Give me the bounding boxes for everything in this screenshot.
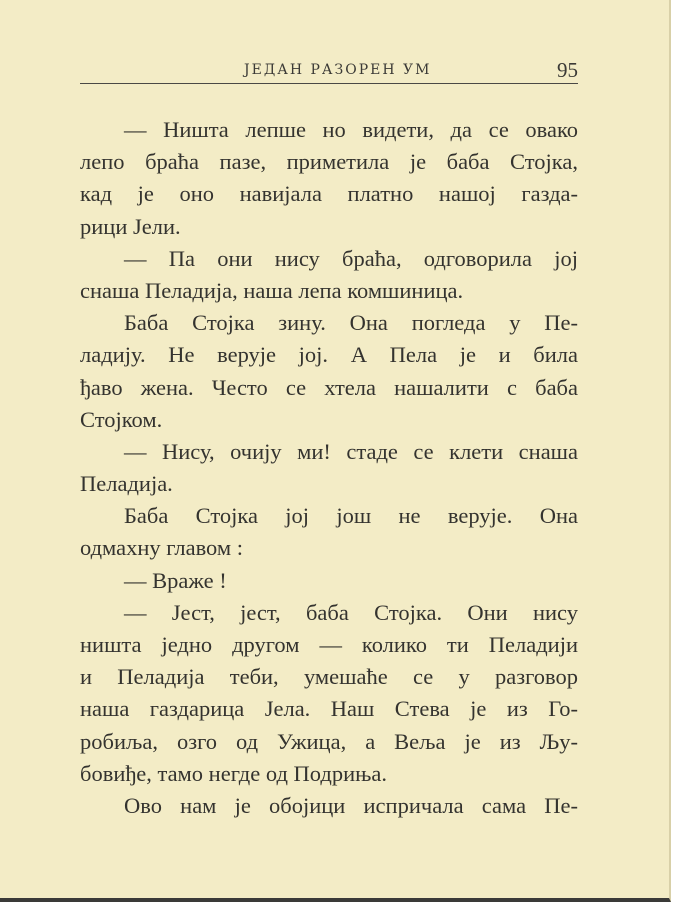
text-line: — Ништа лепше но видети, да се овако — [124, 117, 578, 142]
text-line: Ово нам је обојици испричала сама Пе- — [124, 792, 578, 818]
page-number: 95 — [557, 58, 578, 82]
text-line: Стојком. — [80, 406, 163, 432]
running-title: ЈЕДАН РАЗОРЕН УМ — [244, 62, 432, 78]
text-line: ладију. Не верује јој. А Пела је и била — [80, 342, 578, 368]
text-line: бовиђе, тамо негде од Подриња. — [80, 760, 388, 786]
text-line: Пеладија. — [80, 471, 173, 497]
text-line: ништа једно другом — колико ти Пеладији — [80, 632, 578, 657]
text-line: лепо браћа пазе, приметила је баба Стојка, — [80, 149, 578, 175]
text-line: — Нису, очију ми! стаде се клети снаша — [124, 438, 578, 464]
text-line: ђаво жена. Често се хтела нашалити с баба — [80, 374, 578, 400]
header-rule — [80, 83, 578, 84]
text-line: наша газдарица Јела. Наш Стева је из Го- — [80, 696, 578, 722]
text-line: Баба Стојка јој још не верује. Она — [124, 503, 578, 529]
text-line: — Јест, јест, баба Стојка. Они нису — [124, 599, 578, 625]
text-line: Баба Стојка зину. Она погледа у Пе- — [124, 310, 578, 336]
text-line: кад је оно навијала платно нашој газда- — [80, 181, 578, 207]
text-line: рици Јели. — [80, 213, 181, 239]
text-line: и Пеладија теби, умешаће се у разговор — [80, 664, 578, 690]
body-text — [80, 114, 578, 822]
text-line: снаша Пеладија, наша лепа комшиница. — [80, 277, 464, 303]
text-line: одмахну главом : — [80, 535, 243, 561]
text-line: — Враже ! — [124, 567, 227, 593]
text-line: робиља, озго од Ужица, а Веља је из Љу- — [80, 728, 578, 754]
page-header — [80, 58, 578, 86]
text-line: — Па они нису браћа, одговорила јој — [124, 245, 578, 271]
